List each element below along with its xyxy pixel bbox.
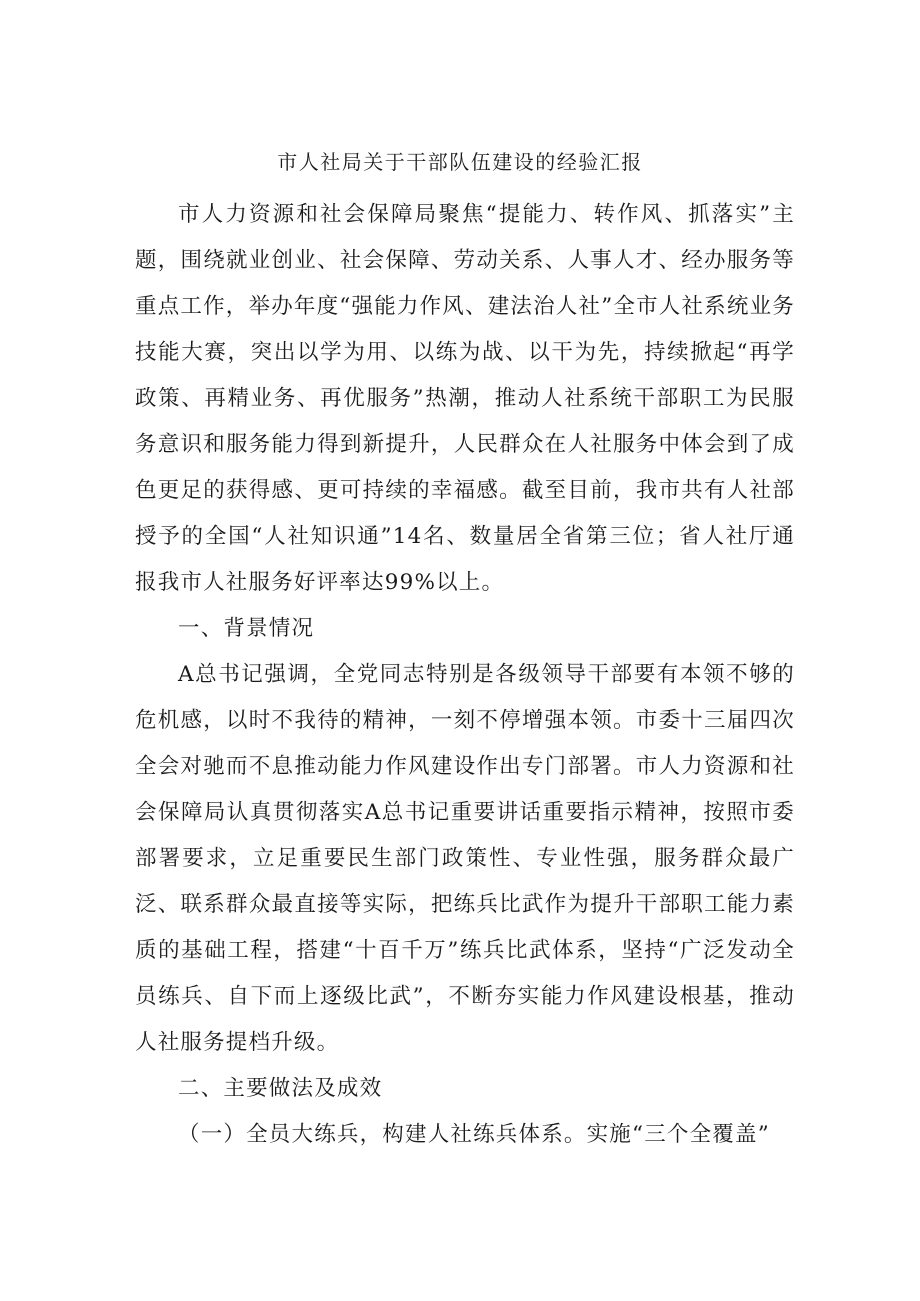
section-heading-background: 一、背景情况: [178, 616, 315, 641]
section-heading-practices: 二、主要做法及成效: [178, 1076, 383, 1101]
document-title: 市人社局关于干部队伍建设的经验汇报: [277, 150, 643, 174]
intro-paragraph: 市人力资源和社会保障局聚焦“提能力、转作风、抓落实”主题，围绕就业创业、社会保障、劳动关系、人事人才、经办服务等重点工作，举办年度“强能力作风、建法治人社”全市人社系统业务技能大赛，突出以学为用、以练为战、以干为先，持续掀起“再学政策、再精业务、再优服务”热潮，推动人社系统干部职工为民服务意识和服务能力得到新提升，人民群众在人社服务中体会到了成色更足的获得感、更可持续的幸福感。截至目前，我市共有人社部授予的全国“人社知识通”14名、数量居全省第三位；省人社厅通报我市人社服务好评率达99%以上。: [135, 202, 795, 595]
subsection-paragraph: （一）全员大练兵，构建人社练兵体系。实施“三个全覆盖”: [178, 1122, 770, 1147]
background-paragraph: A总书记强调，全党同志特别是各级领导干部要有本领不够的危机感，以时不我待的精神，一刻不停增强本领。市委十三届四次全会对驰而不息推动能力作风建设作出专门部署。市人力资源和社会保障局认真贯彻落实A总书记重要讲话重要指示精神，按照市委部署要求，立足重要民生部门政策性、专业性强，服务群众最广泛、联系群众最直接等实际，把练兵比武作为提升干部职工能力素质的基础工程，搭建“十百千万”练兵比武体系，坚持“广泛发动全员练兵、自下而上逐级比武”，不断夯实能力作风建设根基，推动人社服务提档升级。: [135, 662, 795, 1055]
document-body: [135, 192, 795, 1158]
